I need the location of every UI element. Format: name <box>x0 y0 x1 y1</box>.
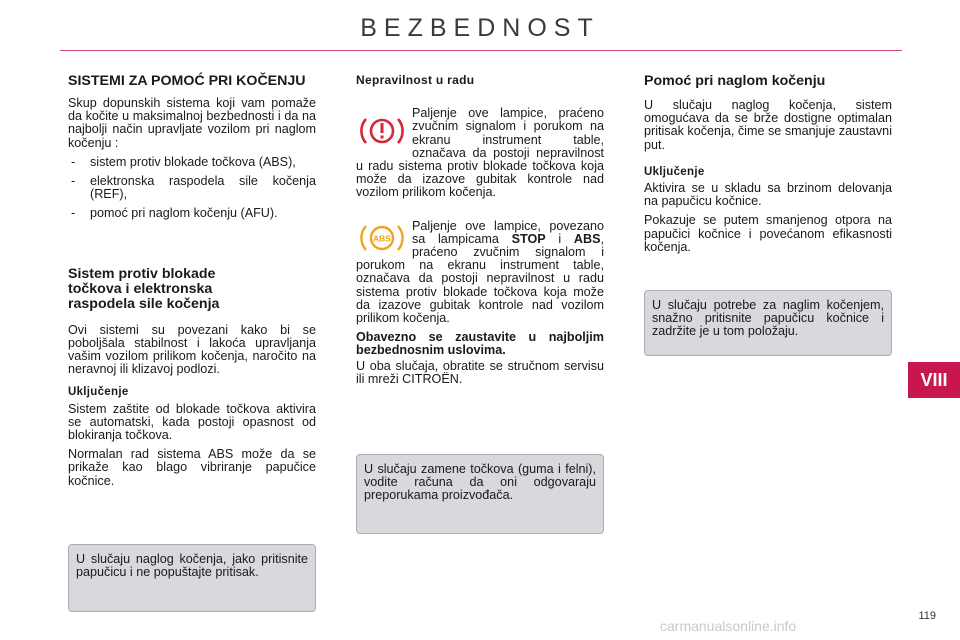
column-right <box>644 74 892 260</box>
afu-activation-paragraph: Aktivira se u skladu sa brzinom delovanja na papučicu kočnice. <box>644 181 892 209</box>
page-title: BEZBEDNOST <box>360 14 600 42</box>
intro-text: Skup dopunskih sistema koji vam pomaže da kočite u maksimalnoj bezbednosti i da na najbolji način upravljate vozilom pri naglom kočenju : <box>68 96 316 150</box>
afu-paragraph: U slučaju naglog kočenja, sistem omogućava da se brže dostigne optimalan pritisak kočenja, čime se smanjuje zaustavni put. <box>644 98 892 152</box>
stop-instruction: Obavezno se zaustavite u najbolјim bezbednosnim uslovima. <box>356 330 604 358</box>
afu-heading: Pomoć pri naglom kočenju <box>644 73 826 89</box>
chapter-tab: VIII <box>908 362 960 398</box>
text-run: Paljenje ove lampice, povezano sa lampicama <box>412 218 604 246</box>
malfunction-heading: Nepravilnost u radu <box>356 73 475 87</box>
title-divider <box>60 50 902 51</box>
column-middle <box>356 74 604 392</box>
service-paragraph: U oba slučaja, obratite se stručnom servisu ili mreži CITROËN. <box>356 358 604 386</box>
note-box-emergency: U slučaju potrebe za naglim kočenjem, snažno pritisnite papučicu kočnice i zadržite je u tom položaju. <box>644 290 892 356</box>
note-box-wheels: U slučaju zamene točkova (guma i felni), vodite računa da oni odgovaraju preporukama proizvođača. <box>356 454 604 534</box>
abs-icon-label: ABS <box>373 233 391 244</box>
list-item: - elektronska raspodela sile kočenja (REF), <box>68 175 316 201</box>
afu-effect-paragraph: Pokazuje se putem smanjenog otpora na papučici kočnice i povećanom efikasnosti kočenja. <box>644 213 892 254</box>
list-item: - sistem protiv blokade točkova (ABS), <box>68 156 316 169</box>
text-run: i <box>545 231 574 246</box>
abs-warning-icon <box>356 218 408 258</box>
stop-label: STOP <box>511 231 546 246</box>
activation-paragraph: Sistem zaštite od blokade točkova aktivira se automatski, kada postoji opasnost od blokiranja točkova. <box>68 401 316 443</box>
text-run: , praćeno zvučnim signalom i porukom na ekranu instrument table, označava da postoji nepravilnost u radu sistema protiv blokade točkova koja može da izazove gubitak kontrole nad vozilom prilikom kočenja. <box>356 231 604 326</box>
afu-activation-heading: Uključenje <box>644 165 705 178</box>
system-list <box>68 156 316 221</box>
warning-icon <box>356 111 408 151</box>
activation-heading: Uključenje <box>68 386 129 399</box>
malfunction-paragraph: Paljenje ove lampice, praćeno zvučnim signalom i porukom na ekranu instrument table, označava da postoji nepravilnost u radu sistema protiv blokade točkova koja može da izazove gubitak kontrole nad vozilom prilikom kočenja. <box>356 106 604 200</box>
list-item: - pomoć pri naglom kočenju (AFU). <box>68 207 316 220</box>
page-number: 119 <box>918 610 936 622</box>
abs-vibration-paragraph: Normalan rad sistema ABS može da se prikaže kao blago vibriranje papučice kočnice. <box>68 447 316 488</box>
abs-label: ABS <box>573 231 601 246</box>
note-box-braking: U slučaju naglog kočenja, jako pritisnite papučicu i ne popuštajte pritisak. <box>68 544 316 612</box>
column-left <box>68 74 316 494</box>
section-heading: SISTEMI ZA POMOĆ PRI KOČENJU <box>68 73 306 89</box>
subsection-heading: Sistem protiv blokade točkova i elektronska raspodela sile kočenja <box>68 265 220 312</box>
watermark: carmanualsonline.info <box>660 618 797 634</box>
abs-paragraph: Ovi sistemi su povezani kako bi se poboljšala stabilnost i lakoća upravljanja vašim vozilom prilikom kočenja, naročito na neravnoj ili klizavoj podlozi. <box>68 322 316 377</box>
